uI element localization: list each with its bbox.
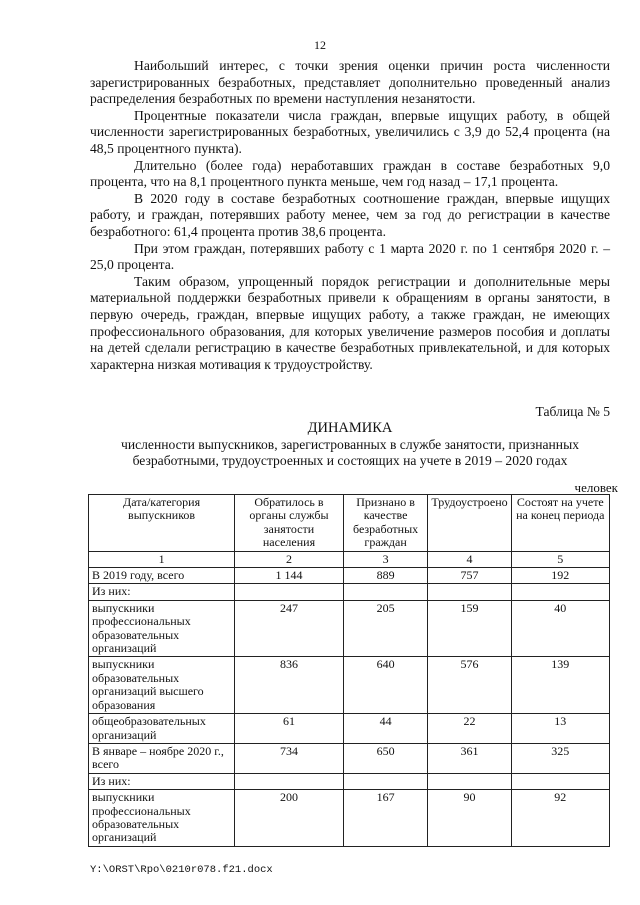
cell: 192: [511, 568, 609, 584]
page-number: 12: [314, 38, 326, 52]
cell: [343, 773, 428, 789]
table-index-row: [89, 551, 610, 567]
table-row: [89, 600, 610, 657]
table-unit: человек: [574, 480, 618, 495]
index-cell: 4: [428, 551, 511, 567]
row-label: Из них:: [89, 584, 235, 600]
paragraph: При этом граждан, потерявших работу с 1 марта 2020 г. по 1 сентября 2020 г. – 25,0 процента.: [90, 240, 610, 273]
cell: 139: [511, 657, 609, 714]
row-label: Из них:: [89, 773, 235, 789]
cell: 40: [511, 600, 609, 657]
cell: 22: [428, 714, 511, 744]
cell: 734: [235, 743, 344, 773]
table-row: [89, 657, 610, 714]
cell: 361: [428, 743, 511, 773]
cell: [235, 773, 344, 789]
table-row: [89, 584, 610, 600]
cell: 889: [343, 568, 428, 584]
row-label: выпускники профессиональных образовательных организаций: [89, 600, 235, 657]
paragraph: Таким образом, упрощенный порядок регистрации и дополнительные меры материальной поддержки безработных привели к обращениям в органы занятости, в первую очередь, граждан, впервые ищущих работу, а также граждан, не имеющих профессионального образования, для которых увеличение размеров пособия и доплаты на детей сделали регистрацию в качестве безработных привлекательной, и для которых характерна низкая мотивация к трудоустройству.: [90, 273, 610, 372]
cell: 640: [343, 657, 428, 714]
header-cell: Состоят на учете на конец периода: [511, 495, 609, 552]
index-cell: 3: [343, 551, 428, 567]
table-header-row: [89, 495, 610, 552]
table-subtitle: численности выпускников, зарегистрованных в службе занятости, признанных безработными, трудоустроенных и состоящих на учете в 2019 – 2020 годах: [120, 437, 579, 468]
cell: 576: [428, 657, 511, 714]
data-table: [88, 494, 610, 847]
header-cell: Трудоустроено: [428, 495, 511, 552]
table-row: [89, 773, 610, 789]
table-row: [89, 790, 610, 847]
cell: 13: [511, 714, 609, 744]
row-label: выпускники профессиональных образовательных организаций: [89, 790, 235, 847]
row-label: В январе – ноябре 2020 г., всего: [89, 743, 235, 773]
index-cell: 5: [511, 551, 609, 567]
cell: 167: [343, 790, 428, 847]
paragraph: Процентные показатели числа граждан, впервые ищущих работу, в общей численности зарегистрированных безработных, увеличились с 3,9 до 52,4 процента (на 48,5 процентного пункта).: [90, 107, 610, 156]
cell: [343, 584, 428, 600]
cell: 247: [235, 600, 344, 657]
header-cell: Дата/категория выпускников: [89, 495, 235, 552]
row-label: В 2019 году, всего: [89, 568, 235, 584]
cell: 836: [235, 657, 344, 714]
index-cell: 2: [235, 551, 344, 567]
body-text: [90, 58, 610, 373]
table-title: ДИНАМИКА: [307, 420, 393, 436]
paragraph: Наибольший интерес, с точки зрения оценки причин роста численности зарегистрированных безработных, представляет дополнительно проведенный анализ распределения безработных по времени наступления незанятости.: [90, 58, 610, 107]
table-row: [89, 743, 610, 773]
cell: [511, 773, 609, 789]
cell: 44: [343, 714, 428, 744]
cell: [428, 584, 511, 600]
cell: 650: [343, 743, 428, 773]
cell: 90: [428, 790, 511, 847]
cell: [428, 773, 511, 789]
cell: [511, 584, 609, 600]
table-row: [89, 714, 610, 744]
cell: 1 144: [235, 568, 344, 584]
header-cell: Обратилось в органы службы занятости населения: [235, 495, 344, 552]
cell: 200: [235, 790, 344, 847]
cell: 159: [428, 600, 511, 657]
cell: 61: [235, 714, 344, 744]
header-cell: Признано в качестве безработных граждан: [343, 495, 428, 552]
row-label: общеобразовательных организаций: [89, 714, 235, 744]
cell: 325: [511, 743, 609, 773]
table-row: [89, 568, 610, 584]
cell: 92: [511, 790, 609, 847]
paragraph: Длительно (более года) неработавших граждан в составе безработных 9,0 процента, что на 8,1 процентного пункта меньше, чем год назад – 17,1 процента.: [90, 157, 610, 190]
index-cell: 1: [89, 551, 235, 567]
row-label: выпускники образовательных организаций высшего образования: [89, 657, 235, 714]
footer-file-path: Y:\ORST\Rpo\0210r078.f21.docx: [90, 864, 273, 876]
cell: 757: [428, 568, 511, 584]
cell: 205: [343, 600, 428, 657]
table-caption: Таблица № 5: [535, 404, 610, 419]
cell: [235, 584, 344, 600]
paragraph: В 2020 году в составе безработных соотношение граждан, впервые ищущих работу, и граждан, потерявших работу менее, чем за год до регистрации в качестве безработного: 61,4 процента против 38,6 процента.: [90, 190, 610, 239]
